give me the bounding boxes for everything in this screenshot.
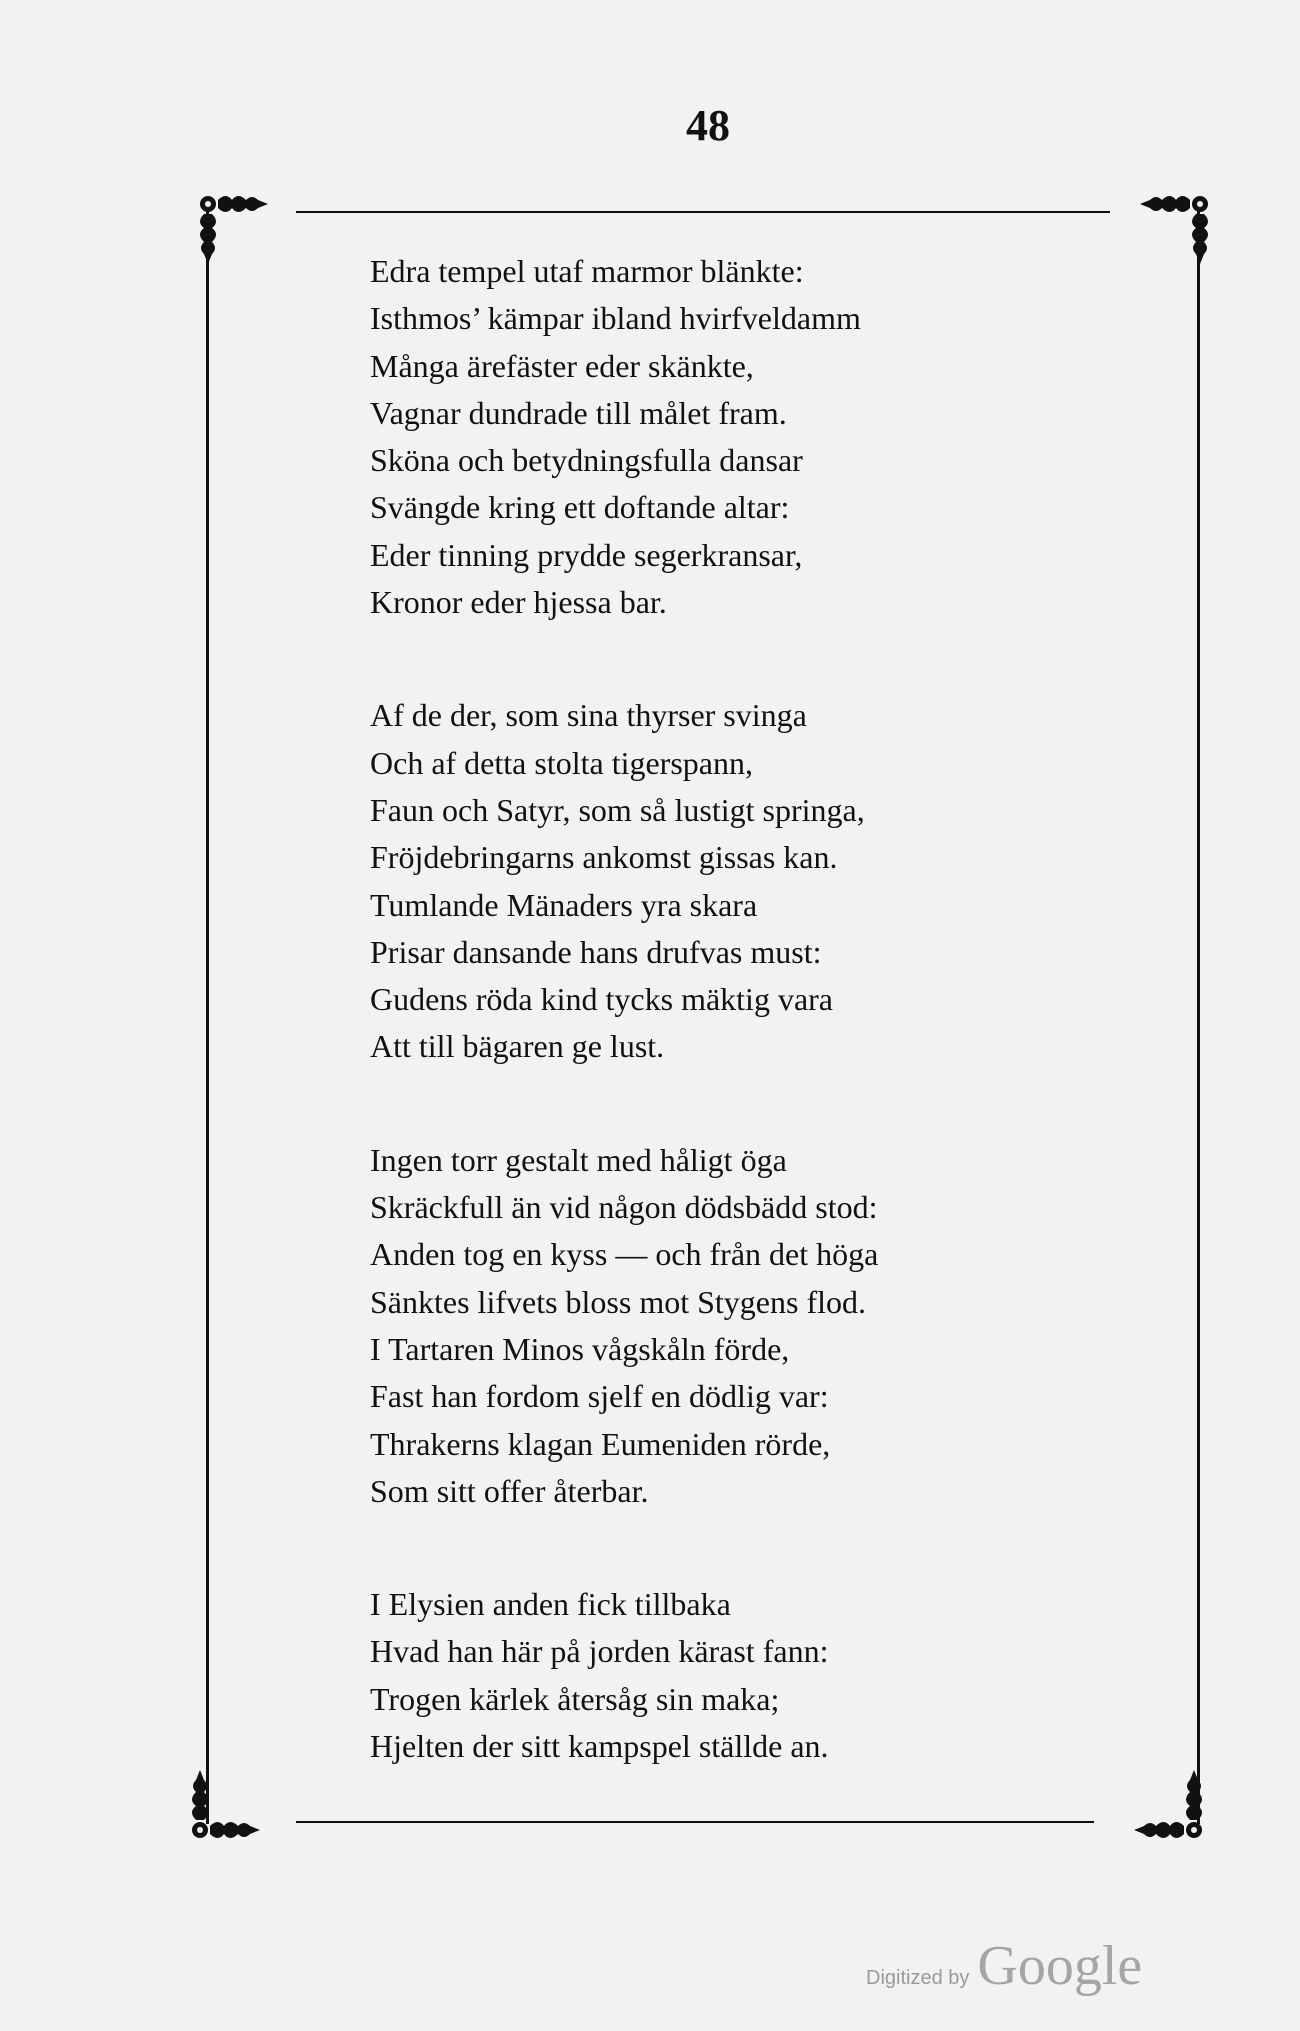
poem-line: Gudens röda kind tycks mäktig vara: [370, 981, 833, 1018]
poem-line: Och af detta stolta tigerspann,: [370, 744, 753, 781]
poem-line: Sänktes lifvets bloss mot Stygens flod.: [370, 1283, 866, 1320]
poem-line: Sköna och betydningsfulla dansar: [370, 442, 803, 479]
poem-line: Många ärefäster eder skänkte,: [370, 347, 754, 384]
top-rule: [296, 211, 1110, 213]
stanza: [370, 1137, 1150, 1515]
floral-corner-icon: [194, 190, 294, 290]
poem-line: I Elysien anden fick tillbaka: [370, 1586, 731, 1623]
poem-line: Skräckfull än vid någon dödsbädd stod:: [370, 1189, 878, 1226]
bottom-rule: [296, 1821, 1094, 1823]
poem: [370, 248, 1150, 1770]
poem-line: I Tartaren Minos vågskåln förde,: [370, 1330, 790, 1367]
poem-line: Hjelten der sitt kampspel ställde an.: [370, 1728, 829, 1765]
poem-line: Hvad han här på jorden kärast fann:: [370, 1633, 829, 1670]
page-number: 48: [686, 101, 730, 150]
poem-line: Fast han fordom sjelf en dödlig var:: [370, 1378, 829, 1415]
stanza: [370, 248, 1150, 626]
poem-line: Thrakerns klagan Eumeniden rörde,: [370, 1425, 831, 1462]
poem-line: Ingen torr gestalt med håligt öga: [370, 1141, 787, 1178]
poem-line: Af de der, som sina thyrser svinga: [370, 697, 807, 734]
floral-corner-icon: [186, 1744, 286, 1844]
google-logo: Google: [977, 1935, 1143, 1997]
digitized-by-label: Digitized by: [866, 1967, 970, 1989]
poem-line: Isthmos’ kämpar ibland hvirfveldamm: [370, 300, 861, 337]
poem-line: Eder tinning prydde segerkransar,: [370, 536, 803, 573]
poem-line: Svängde kring ett doftande altar:: [370, 489, 790, 526]
stanza: [370, 1581, 1150, 1770]
poem-line: Fröjdebringarns ankomst gissas kan.: [370, 839, 838, 876]
poem-line: Faun och Satyr, som så lustigt springa,: [370, 791, 865, 828]
poem-line: Kronor eder hjessa bar.: [370, 584, 667, 621]
poem-line: Vagnar dundrade till målet fram.: [370, 394, 787, 431]
poem-line: Tumlande Mänaders yra skara: [370, 886, 758, 923]
digitized-by-watermark: [866, 1934, 1142, 1998]
poem-line: Edra tempel utaf marmor blänkte:: [370, 253, 804, 289]
poem-line: Att till bägaren ge lust.: [370, 1028, 665, 1065]
stanza: [370, 692, 1150, 1070]
poem-line: Anden tog en kyss — och från det höga: [370, 1236, 879, 1273]
poem-line: Som sitt offer återbar.: [370, 1472, 649, 1509]
poem-line: Trogen kärlek återsåg sin maka;: [370, 1680, 780, 1717]
poem-line: Prisar dansande hans drufvas must:: [370, 933, 822, 970]
